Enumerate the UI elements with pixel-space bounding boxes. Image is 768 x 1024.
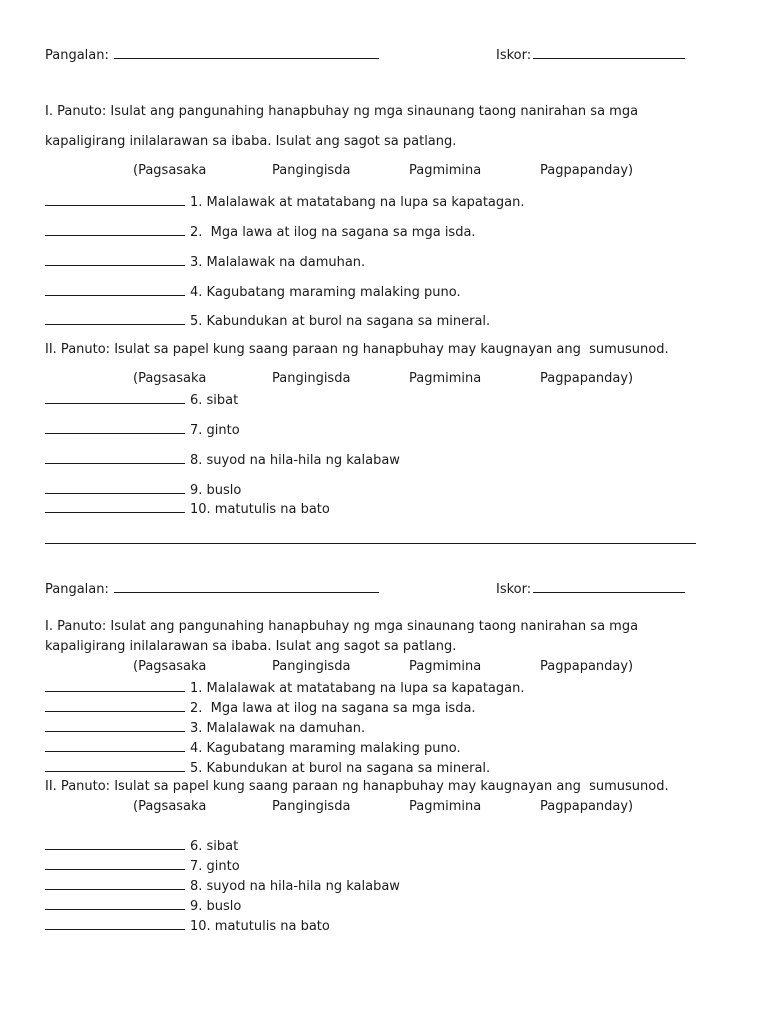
item-text: 6. sibat (190, 393, 239, 408)
list-item (45, 312, 490, 330)
score-line (496, 46, 685, 64)
choice-pagmimina: Pagmimina (409, 371, 482, 386)
list-item (45, 739, 461, 757)
list-item (45, 193, 524, 211)
answer-blank[interactable] (45, 283, 185, 296)
name-label: Pangalan: (45, 582, 109, 597)
answer-blank[interactable] (45, 500, 185, 513)
name-line (45, 46, 379, 64)
list-item (45, 679, 524, 697)
part2-instruction: II. Panuto: Isulat sa papel kung saang paraan ng hanapbuhay may kaugnayan ang sumusunod. (45, 342, 669, 357)
item-text: 6. sibat (190, 839, 239, 854)
list-item (45, 391, 238, 409)
score-blank[interactable] (533, 46, 685, 59)
list-item (45, 421, 240, 439)
item-text: 3. Malalawak na damuhan. (190, 721, 366, 736)
answer-blank[interactable] (45, 877, 185, 890)
part1-instruction-line1: I. Panuto: Isulat ang pangunahing hanapbuhay ng mga sinaunang taong nanirahan sa mga (45, 104, 639, 119)
answer-blank[interactable] (45, 897, 185, 910)
answer-blank[interactable] (45, 391, 185, 404)
score-line (496, 580, 685, 598)
item-text: 9. buslo (190, 483, 242, 498)
answer-blank[interactable] (45, 679, 185, 692)
choice-pagpapanday: Pagpapanday) (540, 163, 634, 178)
answer-blank[interactable] (45, 421, 185, 434)
name-blank[interactable] (114, 580, 379, 593)
cut-line-divider (45, 543, 696, 544)
item-text: 1. Malalawak at matatabang na lupa sa kapatagan. (190, 195, 525, 210)
score-label: Iskor: (496, 48, 532, 63)
choice-pagpapanday: Pagpapanday) (540, 371, 634, 386)
name-line (45, 580, 379, 598)
choice-pangingisda: Pangingisda (272, 799, 351, 814)
list-item (45, 877, 400, 895)
answer-blank[interactable] (45, 451, 185, 464)
choice-pangingisda: Pangingisda (272, 163, 351, 178)
list-item (45, 253, 365, 271)
list-item (45, 857, 240, 875)
item-text: 5. Kabundukan at burol na sagana sa mineral. (190, 314, 491, 329)
choice-pagsasaka: (Pagsasaka (133, 371, 207, 386)
item-text: 7. ginto (190, 859, 240, 874)
item-text: 2. Mga lawa at ilog na sagana sa mga isda. (190, 701, 476, 716)
list-item (45, 897, 241, 915)
answer-blank[interactable] (45, 837, 185, 850)
list-item (45, 500, 330, 518)
choice-pagmimina: Pagmimina (409, 659, 482, 674)
choice-pagpapanday: Pagpapanday) (540, 659, 634, 674)
item-text: 7. ginto (190, 423, 240, 438)
score-blank[interactable] (533, 580, 685, 593)
choice-pagsasaka: (Pagsasaka (133, 799, 207, 814)
score-label: Iskor: (496, 582, 532, 597)
list-item (45, 699, 476, 717)
part1-instruction-line2: kapaligirang inilalarawan sa ibaba. Isulat ang sagot sa patlang. (45, 639, 457, 654)
answer-blank[interactable] (45, 719, 185, 732)
part1-instruction-line1: I. Panuto: Isulat ang pangunahing hanapbuhay ng mga sinaunang taong nanirahan sa mga (45, 619, 639, 634)
list-item (45, 837, 238, 855)
list-item (45, 759, 490, 777)
choice-pangingisda: Pangingisda (272, 659, 351, 674)
part2-instruction: II. Panuto: Isulat sa papel kung saang paraan ng hanapbuhay may kaugnayan ang sumusunod. (45, 779, 669, 794)
list-item (45, 719, 365, 737)
choice-pagmimina: Pagmimina (409, 163, 482, 178)
item-text: 10. matutulis na bato (190, 919, 330, 934)
answer-blank[interactable] (45, 759, 185, 772)
answer-blank[interactable] (45, 223, 185, 236)
answer-blank[interactable] (45, 917, 185, 930)
list-item (45, 917, 330, 935)
item-text: 2. Mga lawa at ilog na sagana sa mga isda. (190, 225, 476, 240)
choice-pangingisda: Pangingisda (272, 371, 351, 386)
item-text: 9. buslo (190, 899, 242, 914)
name-blank[interactable] (114, 46, 379, 59)
answer-blank[interactable] (45, 699, 185, 712)
answer-blank[interactable] (45, 739, 185, 752)
item-text: 4. Kagubatang maraming malaking puno. (190, 285, 461, 300)
answer-blank[interactable] (45, 253, 185, 266)
answer-blank[interactable] (45, 193, 185, 206)
choice-pagpapanday: Pagpapanday) (540, 799, 634, 814)
item-text: 1. Malalawak at matatabang na lupa sa kapatagan. (190, 681, 525, 696)
part1-instruction-line2: kapaligirang inilalarawan sa ibaba. Isulat ang sagot sa patlang. (45, 134, 457, 149)
answer-blank[interactable] (45, 857, 185, 870)
choice-pagmimina: Pagmimina (409, 799, 482, 814)
item-text: 8. suyod na hila-hila ng kalabaw (190, 879, 400, 894)
list-item (45, 223, 476, 241)
answer-blank[interactable] (45, 481, 185, 494)
choice-pagsasaka: (Pagsasaka (133, 659, 207, 674)
answer-blank[interactable] (45, 312, 185, 325)
list-item (45, 481, 241, 499)
item-text: 5. Kabundukan at burol na sagana sa mineral. (190, 761, 491, 776)
list-item (45, 451, 400, 469)
list-item (45, 283, 461, 301)
item-text: 8. suyod na hila-hila ng kalabaw (190, 453, 400, 468)
item-text: 4. Kagubatang maraming malaking puno. (190, 741, 461, 756)
item-text: 3. Malalawak na damuhan. (190, 255, 366, 270)
choice-pagsasaka: (Pagsasaka (133, 163, 207, 178)
name-label: Pangalan: (45, 48, 109, 63)
item-text: 10. matutulis na bato (190, 502, 330, 517)
